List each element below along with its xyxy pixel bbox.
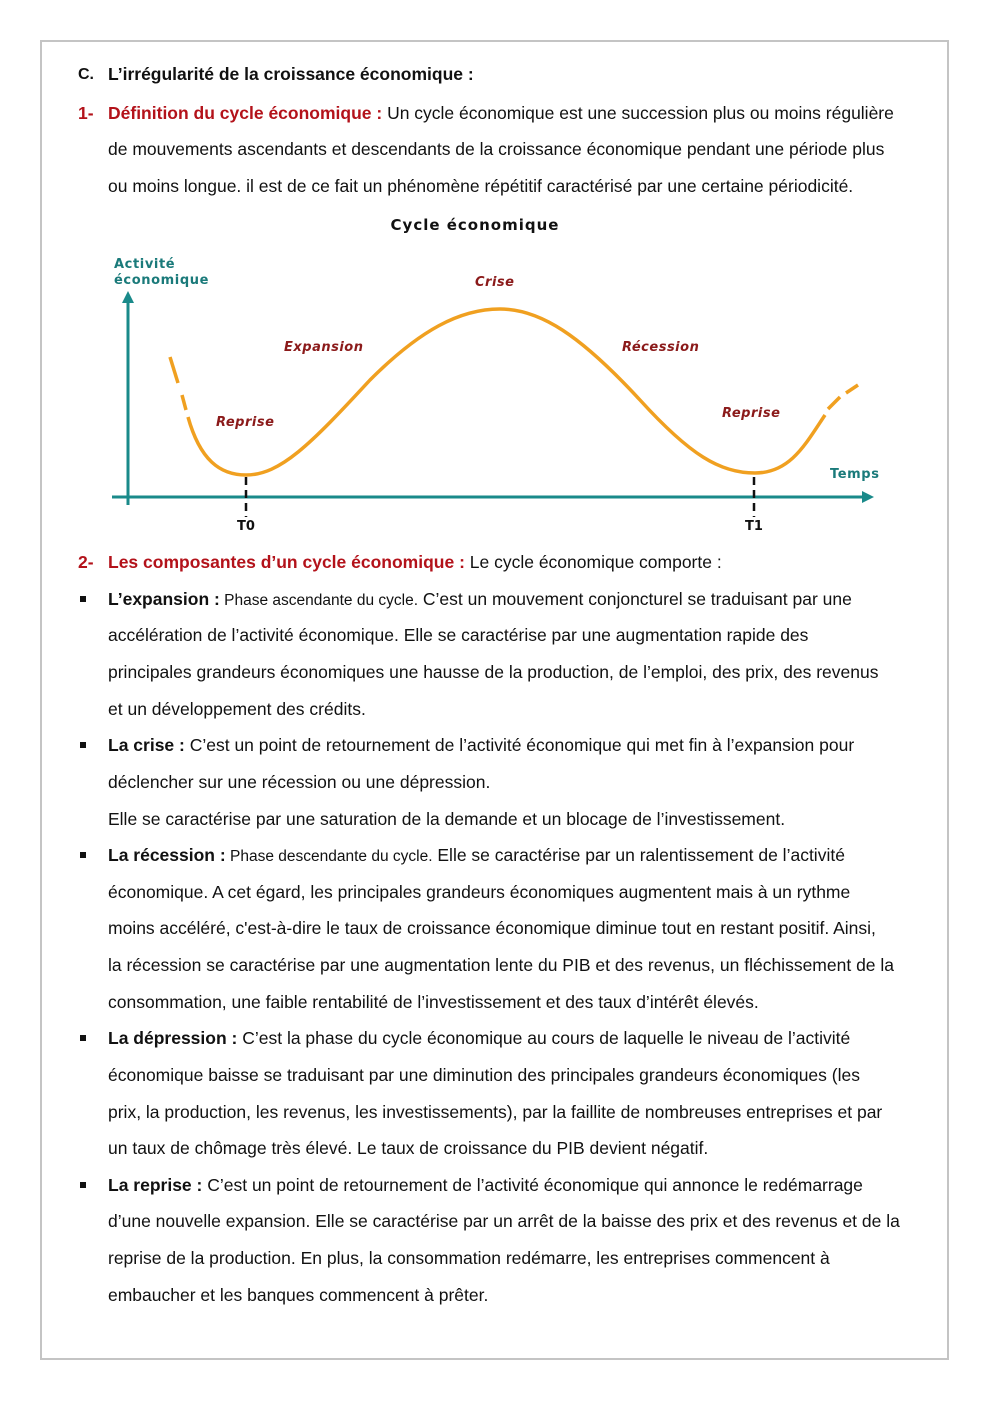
phase-label-reprise-2: Reprise <box>722 406 781 421</box>
bullet-line: et un développement des crédits. <box>108 699 366 719</box>
bullet-reprise-line: La reprise : C’est un point de retournement de l’activité économique qui annonce le redémarrage <box>108 1175 863 1195</box>
y-axis-label-line2: économique <box>114 273 210 288</box>
bullet-line: prix, la production, les revenus, les investissements), par la faillite de nombreuses entreprises et par <box>108 1102 883 1122</box>
bullet-icon <box>80 742 86 748</box>
bullet-depression-line: La dépression : C’est la phase du cycle économique au cours de laquelle le niveau de l’activité <box>108 1028 851 1048</box>
tick-label-t1: T1 <box>745 519 763 534</box>
cycle-curve <box>188 309 825 475</box>
curve-dashed-start <box>182 395 186 410</box>
x-axis-label: Temps <box>830 467 880 482</box>
phase-label-crise: Crise <box>475 275 515 290</box>
item2-intro: Le cycle économique comporte : <box>464 552 722 572</box>
bullet-line: un taux de chômage très élevé. Le taux de croissance du PIB devient négatif. <box>108 1138 709 1158</box>
x-axis-arrow-icon <box>862 491 874 503</box>
bullet-line: embaucher et les banques commencent à prêter. <box>108 1285 489 1305</box>
bullet-line: principales grandeurs économiques une hausse de la production, de l’emploi, des prix, des revenus <box>108 662 879 682</box>
item2-heading: Les composantes d’un cycle économique : <box>108 552 465 572</box>
economic-cycle-chart <box>100 205 900 540</box>
bullet-icon <box>80 852 86 858</box>
item1-text: Un cycle économique est une succession plus ou moins régulière <box>382 103 894 123</box>
curve-dashed-end <box>828 397 840 409</box>
bullet-term: La crise : <box>108 735 185 755</box>
phase-label-recession: Récession <box>622 340 700 355</box>
bullet-line: d’une nouvelle expansion. Elle se caractérise par un arrêt de la baisse des prix et des revenus et de la <box>108 1211 900 1231</box>
bullet-recession-line: La récession : Phase descendante du cycle. Elle se caractérise par un ralentissement de l’activité <box>108 845 845 865</box>
item1-first-line <box>108 102 894 124</box>
phase-label-reprise-1: Reprise <box>216 415 275 430</box>
bullet-term: La reprise : <box>108 1175 203 1195</box>
bullet-icon <box>80 1035 86 1041</box>
bullet-term: La récession : <box>108 845 226 865</box>
bullet-term: L’expansion : <box>108 589 220 609</box>
item1-heading: Définition du cycle économique : <box>108 103 383 123</box>
chart-title: Cycle économique <box>390 216 560 234</box>
bullet-line: Elle se caractérise par une saturation de la demande et un blocage de l’investissement. <box>108 809 786 829</box>
bullet-icon <box>80 596 86 602</box>
bullet-line: économique baisse se traduisant par une diminution des principales grandeurs économiques (les <box>108 1065 860 1085</box>
curve-dashed-end <box>846 385 858 393</box>
bullet-line: déclencher sur une récession ou une dépression. <box>108 772 491 792</box>
item2-first-line <box>108 551 722 573</box>
bullet-line: consommation, une faible rentabilité de l’investissement et des taux d’intérêt élevés. <box>108 992 759 1012</box>
phase-label-expansion: Expansion <box>284 340 364 355</box>
bullet-line: reprise de la production. En plus, la consommation redémarre, les entreprises commencent à <box>108 1248 830 1268</box>
item1-line: ou moins longue. il est de ce fait un phénomène répétitif caractérisé par une certaine périodicité. <box>108 176 854 196</box>
tick-label-t0: T0 <box>237 519 255 534</box>
bullet-line: moins accéléré, c'est-à-dire le taux de croissance économique diminue tout en restant positif. Ainsi, <box>108 918 876 938</box>
section-marker: C. <box>78 66 94 83</box>
bullet-line: accélération de l’activité économique. Elle se caractérise par une augmentation rapide des <box>108 625 809 645</box>
bullet-icon <box>80 1182 86 1188</box>
item1-line: de mouvements ascendants et descendants de la croissance économique pendant une période plus <box>108 139 885 159</box>
item1-number: 1- <box>78 103 94 123</box>
bullet-crise-line: La crise : C’est un point de retournement de l’activité économique qui met fin à l’expansion pour <box>108 735 855 755</box>
bullet-line: la récession se caractérise par une augmentation lente du PIB et des revenus, un fléchissement de la <box>108 955 895 975</box>
curve-dashed-start <box>170 357 178 383</box>
y-axis-arrow-icon <box>122 291 134 303</box>
section-title: L’irrégularité de la croissance économique : <box>108 64 474 84</box>
bullet-line: économique. A cet égard, les principales grandeurs économiques augmentent mais à un rythme <box>108 882 851 902</box>
bullet-term: La dépression : <box>108 1028 238 1048</box>
bullet-expansion-line: L’expansion : Phase ascendante du cycle. C’est un mouvement conjoncturel se traduisant par une <box>108 589 852 609</box>
item2-number: 2- <box>78 552 94 572</box>
y-axis-label-line1: Activité <box>114 257 176 272</box>
